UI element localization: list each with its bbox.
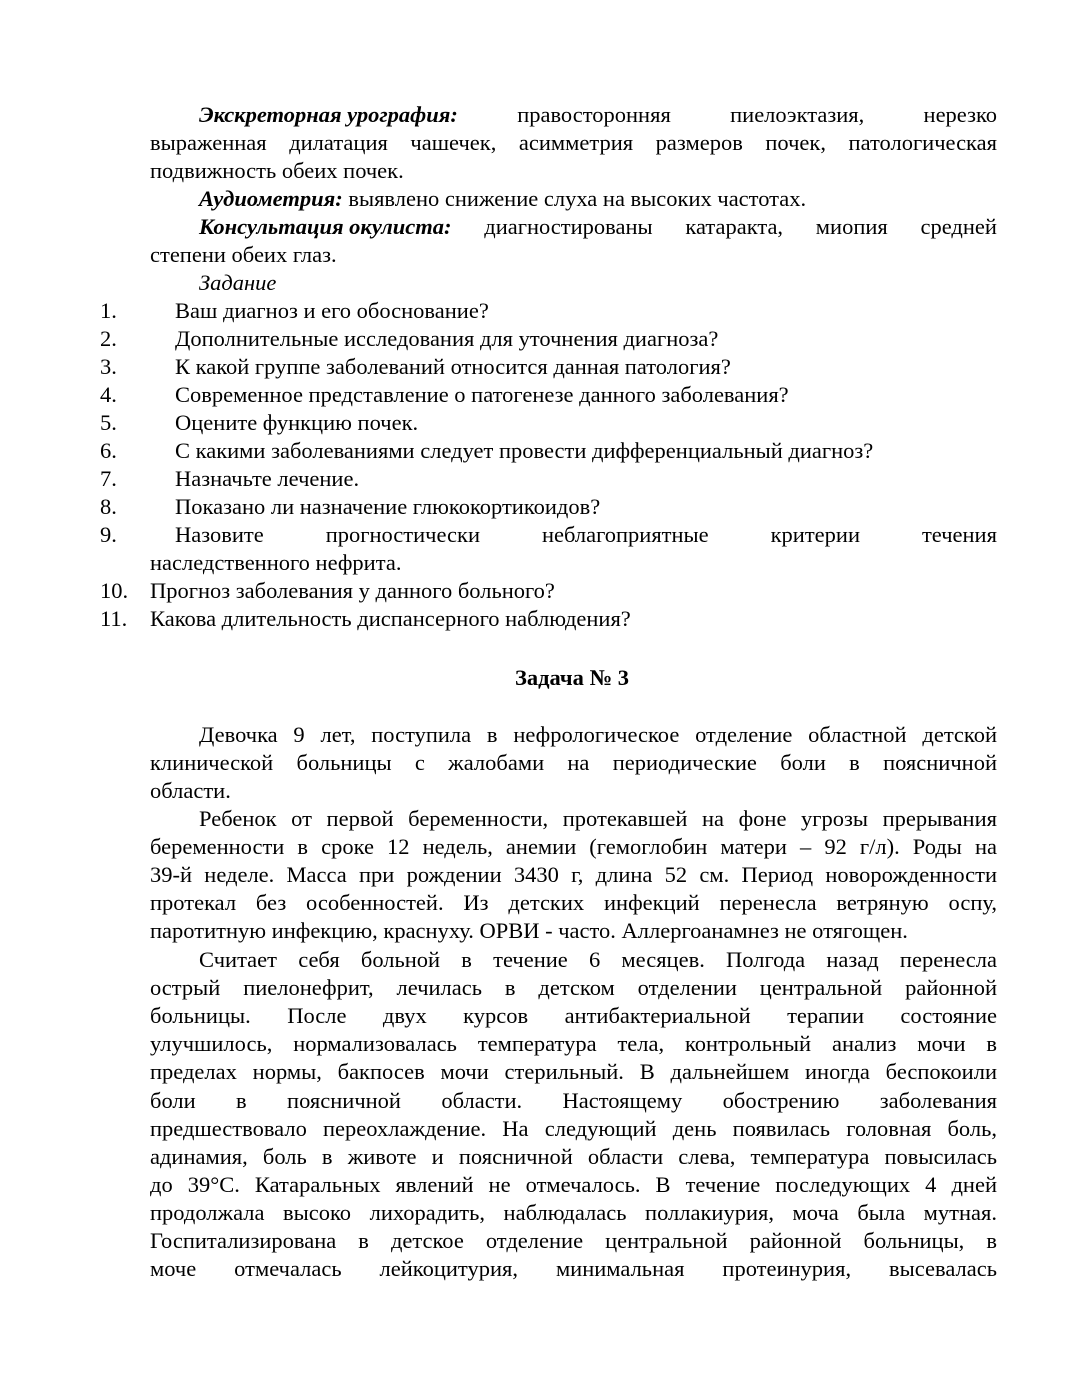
paragraph-line: моче отмечалась лейкоцитурия, минимальная протеинурия, высевалась (150, 1256, 997, 1281)
list-item (0, 297, 1071, 325)
paragraph-line: пределах нормы, бакпосев мочи стерильный. В дальнейшем иногда беспокоили (150, 1059, 997, 1084)
task-label: Задание (199, 270, 277, 295)
paragraph-line: Считает себя больной в течение 6 месяцев. Полгода назад перенесла (199, 947, 997, 972)
list-item (0, 325, 1071, 353)
audiometry-text: выявлено снижение слуха на высоких частотах. (342, 186, 807, 211)
paragraph-line: больницы. После двух курсов антибактериальной терапии состояние (150, 1003, 997, 1028)
list-item-text: Какова длительность диспансерного наблюдения? (150, 606, 631, 631)
list-item-text: Показано ли назначение глюкокортикоидов? (175, 494, 601, 519)
paragraph-line: предшествовало переохлаждение. На следующий день появилась головная боль, (150, 1116, 997, 1141)
list-item-word: Назовите (175, 522, 264, 547)
excretory-term: Экскреторная урография: (199, 102, 458, 127)
paragraph-line: адинамия, боль в животе и поясничной области слева, температура повысилась (150, 1144, 997, 1169)
oculist-word: катаракта, (685, 214, 784, 239)
paragraph-line: улучшилось, нормализовалась температура тела, контрольный анализ мочи в (150, 1031, 997, 1056)
audiometry-term: Аудиометрия: (199, 186, 343, 211)
list-item (0, 437, 1071, 465)
paragraph-line: паротитную инфекцию, краснуху. ОРВИ - часто. Аллергоанамнез не отягощен. (150, 918, 908, 943)
audiometry-line (199, 185, 997, 213)
list-item-word: прогностически (325, 522, 480, 547)
list-item-number: 3. (100, 354, 117, 379)
list-item-number: 4. (100, 382, 117, 407)
paragraph-line: до 39°С. Катаральных явлений не отмечалось. В течение последующих 4 дней (150, 1172, 997, 1197)
excretory-line-2 (150, 129, 997, 157)
list-item-text: Ваш диагноз и его обоснование? (175, 298, 489, 323)
oculist-word: миопия (815, 214, 888, 239)
paragraph-line: Ребенок от первой беременности, протекавшей на фоне угрозы прерывания (199, 806, 997, 831)
list-item (0, 521, 1071, 549)
list-item-text: К какой группе заболеваний относится данная патология? (175, 354, 731, 379)
list-item-text: Современное представление о патогенезе данного заболевания? (175, 382, 789, 407)
list-item-number: 1. (100, 298, 117, 323)
list-item-number: 2. (100, 326, 117, 351)
list-item-number: 5. (100, 410, 117, 435)
list-item-text: С какими заболеваниями следует провести дифференциальный диагноз? (175, 438, 874, 463)
excretory-word: пиелоэктазия, (730, 102, 865, 127)
list-item-text: Прогноз заболевания у данного больного? (150, 578, 555, 603)
oculist-word: средней (920, 214, 997, 239)
paragraph-line: клинической больницы с жалобами на периодические боли в поясничной (150, 750, 997, 775)
paragraph-line: 39-й неделе. Масса при рождении 3430 г, длина 52 см. Период новорожденности (150, 862, 997, 887)
list-item-words (175, 521, 997, 549)
list-item-word: критерии (770, 522, 860, 547)
list-item-number: 7. (100, 466, 117, 491)
excretory-line-1 (199, 101, 997, 129)
list-item (0, 353, 1071, 381)
list-item (0, 381, 1071, 409)
list-item (0, 577, 1071, 605)
list-item-text: Дополнительные исследования для уточнения диагноза? (175, 326, 719, 351)
paragraph-line: беременности в сроке 12 недель, анемии (гемоглобин матери – 92 г/л). Роды на (150, 834, 997, 859)
list-item-number: 11. (100, 606, 128, 631)
paragraph-line: протекал без особенностей. Из детских инфекций перенесла ветряную оспу, (150, 890, 997, 915)
list-item-continuation: наследственного нефрита. (150, 550, 402, 575)
list-item-number: 6. (100, 438, 117, 463)
list-item (0, 465, 1071, 493)
paragraph-line: продолжала высоко лихорадить, наблюдалась поллакиурия, моча была мутная. (150, 1200, 997, 1225)
list-item-text: Назначьте лечение. (175, 466, 360, 491)
problem-title: Задача № 3 (515, 665, 629, 690)
paragraph-line: области. (150, 778, 231, 803)
excretory-word: нерезко (923, 102, 997, 127)
list-item (0, 493, 1071, 521)
oculist-line-1 (199, 213, 997, 241)
list-item-word: течения (921, 522, 997, 547)
paragraph-line: Девочка 9 лет, поступила в нефрологическое отделение областной детской (199, 722, 997, 747)
excretory-line-3: подвижность обеих почек. (150, 158, 404, 183)
paragraph-line: боли в поясничной области. Настоящему обострению заболевания (150, 1088, 997, 1113)
oculist-word: диагностированы (484, 214, 653, 239)
list-item (0, 409, 1071, 437)
oculist-line-2: степени обеих глаз. (150, 242, 337, 267)
list-item-word: неблагоприятные (541, 522, 709, 547)
list-item (0, 605, 1071, 633)
excretory-word: правосторонняя (517, 102, 671, 127)
paragraph-line: острый пиелонефрит, лечилась в детском отделении центральной районной (150, 975, 997, 1000)
excretory-text: выраженная дилатация чашечек, асимметрия размеров почек, патологическая (150, 130, 997, 155)
list-item-text: Оцените функцию почек. (175, 410, 419, 435)
oculist-term: Консультация окулиста: (199, 214, 452, 239)
list-item-number: 10. (100, 578, 129, 603)
paragraph-line: Госпитализирована в детское отделение центральной районной больницы, в (150, 1228, 997, 1253)
list-item-number: 8. (100, 494, 117, 519)
list-item-number: 9. (100, 522, 117, 547)
